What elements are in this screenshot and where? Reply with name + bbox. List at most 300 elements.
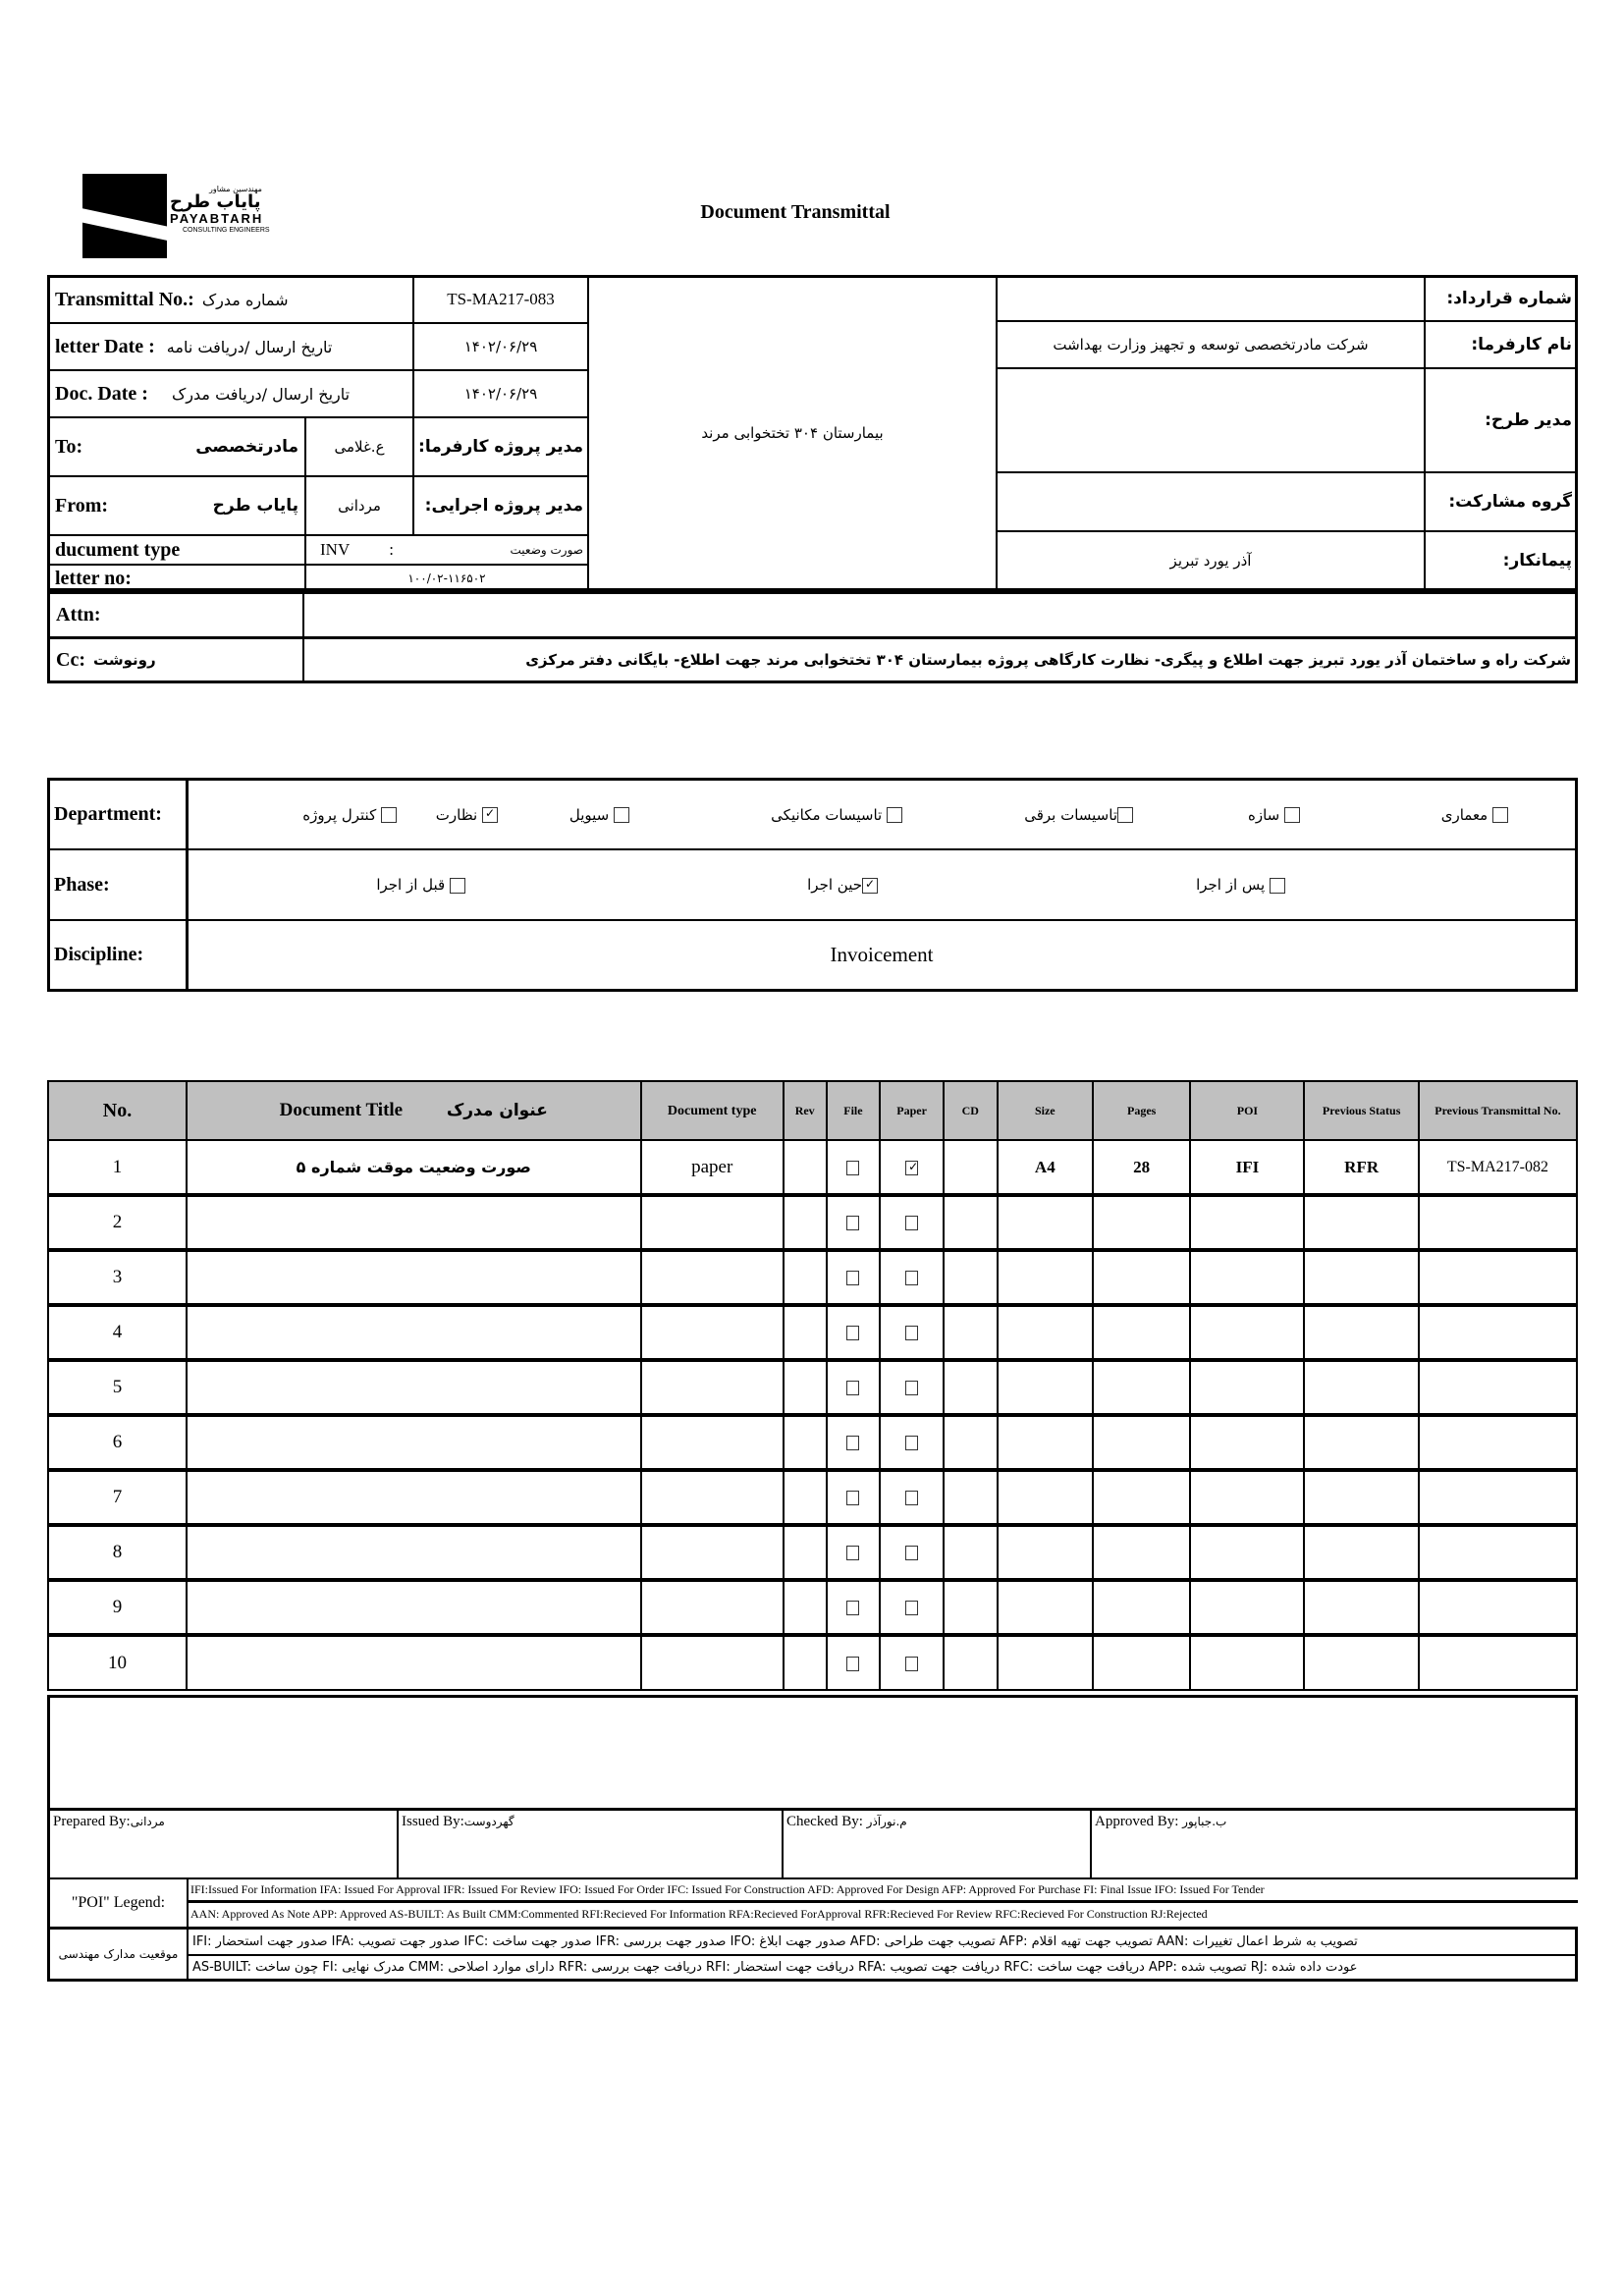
- department-option-supervision[interactable]: [436, 806, 498, 824]
- to-cell: [47, 416, 306, 477]
- status-legend-line2-cell: [187, 1954, 1578, 1982]
- doc-date-value-cell: [412, 369, 589, 418]
- cell-title: [187, 1305, 641, 1360]
- checkbox[interactable]: [905, 1491, 918, 1505]
- cell-paper[interactable]: [880, 1470, 944, 1525]
- col-poi: POI: [1190, 1081, 1304, 1140]
- cell-rev: [784, 1580, 827, 1635]
- cell-size: [998, 1635, 1093, 1690]
- cell-size: [998, 1250, 1093, 1305]
- checkbox[interactable]: [905, 1326, 918, 1340]
- transmittal-no-value: TS-MA217-083: [447, 290, 555, 308]
- col-size: Size: [998, 1081, 1093, 1140]
- table-row: [48, 1525, 1577, 1580]
- checkbox[interactable]: [905, 1657, 918, 1671]
- checked-by-label: Checked By:: [786, 1814, 863, 1829]
- option-label: سیویل: [568, 805, 610, 824]
- cell-file[interactable]: [827, 1250, 881, 1305]
- letter-no-value: ۱۰۰/۰۲-۱۱۶۵۰۲: [407, 571, 486, 585]
- letter-date-value: ۱۴۰۲/۰۶/۲۹: [463, 338, 538, 355]
- from-cell: [47, 475, 306, 536]
- letter-no-label-cell: [47, 564, 306, 593]
- table-row: [48, 1580, 1577, 1635]
- checkbox[interactable]: [846, 1381, 859, 1395]
- department-option-mechanical[interactable]: [771, 806, 902, 824]
- cell-pages: [1093, 1195, 1190, 1250]
- cell-rev: [784, 1525, 827, 1580]
- cell-file[interactable]: [827, 1195, 881, 1250]
- option-label: تاسیسات مکانیکی: [771, 805, 883, 824]
- cell-paper[interactable]: [880, 1525, 944, 1580]
- cell-rev: [784, 1360, 827, 1415]
- option-label: تاسیسات برقی: [1024, 805, 1117, 824]
- cell-size: [998, 1305, 1093, 1360]
- transmittal-no-label-en: Transmittal No.:: [55, 288, 194, 310]
- cell-pages: [1093, 1360, 1190, 1415]
- cell-pages: [1093, 1305, 1190, 1360]
- col-cd: CD: [944, 1081, 998, 1140]
- to-person-cell: [304, 416, 414, 477]
- cell-file[interactable]: [827, 1305, 881, 1360]
- col-previous-status: Previous Status: [1304, 1081, 1418, 1140]
- cell-no: 10: [48, 1635, 187, 1690]
- table-row: [48, 1195, 1577, 1250]
- department-options: [187, 778, 1578, 850]
- checkbox[interactable]: [1270, 878, 1285, 894]
- partnership-group-label: گروه مشارکت:: [1448, 492, 1572, 512]
- contractor-label: پیمانکار:: [1502, 551, 1572, 571]
- poi-legend-line2: AAN: Approved As Note APP: Approved AS-BUILT: As Built CMM:Commented RFI:Recieved For Information RFA:Recieved ForApproval RFR:Recieved For Review RFC:Recieved For Construction RJ:Rejected: [190, 1906, 1208, 1921]
- cell-type: [641, 1305, 784, 1360]
- approved-by-cell: [1090, 1809, 1578, 1879]
- checkbox[interactable]: [905, 1216, 918, 1230]
- poi-legend-label: "POI" Legend:: [71, 1894, 166, 1911]
- cell-title: [187, 1470, 641, 1525]
- table-row: [48, 1140, 1577, 1195]
- cell-file[interactable]: [827, 1360, 881, 1415]
- cell-size: A4: [998, 1140, 1093, 1195]
- cell-cd: [944, 1470, 998, 1525]
- cell-title: [187, 1415, 641, 1470]
- cell-prev-status: [1304, 1580, 1418, 1635]
- cell-title: [187, 1195, 641, 1250]
- issued-by-value: گهردوست: [463, 1815, 514, 1828]
- plan-manager-label-cell: [1424, 367, 1578, 473]
- cell-cd: [944, 1250, 998, 1305]
- documents-table: [47, 1080, 1578, 1691]
- cell-rev: [784, 1305, 827, 1360]
- cell-prev-status: [1304, 1635, 1418, 1690]
- phase-label: Phase:: [54, 873, 110, 896]
- cell-pages: [1093, 1470, 1190, 1525]
- checkbox-checked[interactable]: [862, 878, 878, 894]
- cell-no: 6: [48, 1415, 187, 1470]
- checkbox[interactable]: [1284, 807, 1300, 823]
- cell-file[interactable]: [827, 1580, 881, 1635]
- cc-label-cell: [47, 636, 304, 683]
- partnership-group-label-cell: [1424, 471, 1578, 532]
- from-label: From:: [55, 494, 109, 517]
- cell-file[interactable]: [827, 1635, 881, 1690]
- department-label: Department:: [54, 803, 162, 825]
- to-value: مادرتخصصی: [195, 437, 298, 457]
- cell-no: 5: [48, 1360, 187, 1415]
- cell-size: [998, 1580, 1093, 1635]
- cell-prev-transmittal: [1419, 1360, 1577, 1415]
- department-option-project-control[interactable]: [302, 806, 397, 824]
- doc-date-value: ۱۴۰۲/۰۶/۲۹: [463, 385, 538, 403]
- cell-type: [641, 1195, 784, 1250]
- logo-fa-subtitle: مهندسین مشاور: [209, 185, 262, 193]
- cell-cd: [944, 1195, 998, 1250]
- department-option-civil[interactable]: [569, 806, 629, 824]
- cell-pages: [1093, 1635, 1190, 1690]
- doc-date-label-fa: تاریخ ارسال /دریافت مدرک: [171, 384, 351, 404]
- cell-rev: [784, 1195, 827, 1250]
- cell-no: 9: [48, 1580, 187, 1635]
- discipline-value: Invoicement: [830, 943, 934, 966]
- cell-prev-transmittal: [1419, 1250, 1577, 1305]
- option-label: قبل از اجرا: [376, 876, 446, 894]
- remarks-area: [47, 1695, 1578, 1811]
- checkbox[interactable]: [846, 1271, 859, 1285]
- logo-en-subtitle: CONSULTING ENGINEERS: [183, 227, 270, 234]
- exec-pm-label: مدیر پروژه اجرایی:: [424, 496, 583, 516]
- col-title-en: Document Title: [279, 1100, 404, 1120]
- cell-rev: [784, 1250, 827, 1305]
- cell-poi: [1190, 1195, 1304, 1250]
- table-row: [48, 1250, 1577, 1305]
- employer-value: شرکت مادرتخصصی توسعه و تجهیز وزارت بهداشت: [1053, 336, 1369, 354]
- cell-poi: [1190, 1250, 1304, 1305]
- poi-legend-line2-cell: [187, 1901, 1578, 1929]
- table-row: [48, 1635, 1577, 1690]
- cell-size: [998, 1415, 1093, 1470]
- checkbox[interactable]: [846, 1601, 859, 1615]
- checkbox[interactable]: [905, 1381, 918, 1395]
- approved-by-value: ب.جباپور: [1182, 1815, 1227, 1828]
- cell-paper[interactable]: [880, 1635, 944, 1690]
- cell-pages: [1093, 1415, 1190, 1470]
- checkbox[interactable]: [1492, 807, 1508, 823]
- cell-poi: [1190, 1525, 1304, 1580]
- col-rev: Rev: [784, 1081, 827, 1140]
- cell-pages: [1093, 1580, 1190, 1635]
- cell-prev-transmittal: [1419, 1415, 1577, 1470]
- status-legend-line2: AS-BUILT: چون ساخت FI: مدرک نهایی CMM: دارای موارد اصلاحی RFR: دریافت جهت بررسی RFI: دریافت جهت استحضار RFA: دریافت جهت تصویب RFC: دریافت جهت ساخت APP: تصویب شده RJ: عودت داده شده: [192, 1960, 1358, 1975]
- contractor-value-cell: [996, 530, 1426, 591]
- cell-cd: [944, 1305, 998, 1360]
- issued-by-cell: [397, 1809, 784, 1879]
- department-option-architecture[interactable]: [1441, 806, 1508, 824]
- department-label-cell: [47, 778, 189, 850]
- cell-type: [641, 1635, 784, 1690]
- table-row: [48, 1415, 1577, 1470]
- checkbox[interactable]: [450, 878, 465, 894]
- col-file: File: [827, 1081, 881, 1140]
- checkbox[interactable]: [846, 1326, 859, 1340]
- cell-prev-status: [1304, 1470, 1418, 1525]
- plan-manager-value-cell: [996, 367, 1426, 473]
- phase-label-cell: [47, 848, 189, 921]
- approved-by-label: Approved By:: [1095, 1814, 1179, 1829]
- checkbox[interactable]: [905, 1546, 918, 1560]
- discipline-label: Discipline:: [54, 944, 144, 965]
- prepared-by-label: Prepared By:: [53, 1814, 131, 1829]
- phase-option-during[interactable]: [807, 876, 878, 894]
- status-legend-line1: IFI: صدور جهت استحضار IFA: صدور جهت تصویب IFC: صدور جهت ساخت IFR: صدور جهت بررسی IFO: صدور جهت ابلاغ AFD: تصویب جهت طراحی AFP: تصویب جهت تهیه اقلام AAN: تصویب به شرط اعمال تغییرات: [192, 1934, 1358, 1949]
- option-label: حین اجرا: [807, 876, 862, 894]
- status-legend-line1-cell: [187, 1927, 1578, 1956]
- letter-date-label-fa: تاریخ ارسال /دریافت نامه: [166, 337, 333, 356]
- checkbox[interactable]: [614, 807, 629, 823]
- cell-type: [641, 1250, 784, 1305]
- letter-date-label-cell: [47, 322, 414, 371]
- col-document-type: Document type: [641, 1081, 784, 1140]
- cell-no: 4: [48, 1305, 187, 1360]
- option-label: کنترل پروژه: [302, 805, 377, 824]
- col-no: No.: [48, 1081, 187, 1140]
- checkbox[interactable]: [905, 1271, 918, 1285]
- cell-cd: [944, 1360, 998, 1415]
- contract-no-label: شماره قرارداد:: [1446, 289, 1572, 308]
- project-name-cell: [587, 275, 998, 591]
- discipline-label-cell: [47, 919, 189, 992]
- cell-prev-transmittal: [1419, 1635, 1577, 1690]
- cell-title: [187, 1580, 641, 1635]
- logo-fa-name: پایاب طرح: [170, 191, 261, 212]
- cell-paper[interactable]: [880, 1360, 944, 1415]
- letter-date-label-en: letter Date :: [55, 335, 155, 357]
- transmittal-no-value-cell: [412, 275, 589, 324]
- cell-pages: 28: [1093, 1140, 1190, 1195]
- checkbox[interactable]: [846, 1546, 859, 1560]
- cell-poi: [1190, 1470, 1304, 1525]
- cell-rev: [784, 1140, 827, 1195]
- cell-title: صورت وضعیت موقت شماره ۵: [187, 1140, 641, 1195]
- cell-paper[interactable]: [880, 1250, 944, 1305]
- attn-label-cell: [47, 591, 304, 638]
- transmittal-no-label-fa: شماره مدرک: [201, 290, 289, 309]
- table-row: [48, 1360, 1577, 1415]
- cell-title: [187, 1250, 641, 1305]
- cell-rev: [784, 1415, 827, 1470]
- checkbox[interactable]: [905, 1436, 918, 1450]
- checkbox[interactable]: [846, 1216, 859, 1230]
- from-value: پایاب طرح: [212, 496, 298, 516]
- cell-size: [998, 1525, 1093, 1580]
- contractor-value: آذر یورد تبریز: [1169, 552, 1252, 570]
- cell-paper[interactable]: [880, 1580, 944, 1635]
- discipline-value-cell: [187, 919, 1578, 992]
- cell-no: 2: [48, 1195, 187, 1250]
- cell-no: 8: [48, 1525, 187, 1580]
- cell-prev-transmittal: [1419, 1525, 1577, 1580]
- cell-poi: [1190, 1580, 1304, 1635]
- cell-size: [998, 1360, 1093, 1415]
- document-type-label-cell: [47, 534, 306, 566]
- contract-no-label-cell: [1424, 275, 1578, 322]
- cell-prev-transmittal: [1419, 1305, 1577, 1360]
- checkbox-checked[interactable]: [905, 1161, 918, 1175]
- cell-poi: [1190, 1415, 1304, 1470]
- cell-no: 7: [48, 1470, 187, 1525]
- option-label: پس از اجرا: [1196, 876, 1266, 894]
- department-option-structure[interactable]: [1248, 806, 1300, 824]
- option-label: سازه: [1247, 805, 1280, 824]
- letter-no-label: letter no:: [55, 567, 132, 589]
- cell-type: [641, 1360, 784, 1415]
- cell-rev: [784, 1470, 827, 1525]
- employer-label: نام کارفرما:: [1471, 335, 1572, 354]
- checkbox[interactable]: [846, 1657, 859, 1671]
- employer-pm-label: مدیر پروژه کارفرما:: [418, 437, 583, 457]
- project-name: بیمارستان ۳۰۴ تختخوابی مرند: [701, 424, 884, 442]
- partnership-group-value-cell: [996, 471, 1426, 532]
- cell-prev-status: RFR: [1304, 1140, 1418, 1195]
- logo-en-name: PAYABTARH: [170, 211, 264, 226]
- cell-paper[interactable]: [880, 1415, 944, 1470]
- employer-value-cell: [996, 320, 1426, 369]
- checkbox[interactable]: [846, 1161, 859, 1175]
- phase-options: [187, 848, 1578, 921]
- poi-legend-label-cell: [47, 1877, 189, 1929]
- cell-type: [641, 1580, 784, 1635]
- cell-poi: IFI: [1190, 1140, 1304, 1195]
- col-title-fa: عنوان مدرک: [446, 1101, 548, 1120]
- checked-by-value: م.نورآذر: [866, 1815, 907, 1828]
- letter-no-value-cell: [304, 564, 589, 593]
- col-previous-transmittal: Previous Transmittal No.: [1419, 1081, 1577, 1140]
- cell-prev-transmittal: [1419, 1580, 1577, 1635]
- cell-cd: [944, 1580, 998, 1635]
- doc-date-label-en: Doc. Date :: [55, 382, 148, 405]
- cell-prev-transmittal: [1419, 1470, 1577, 1525]
- checkbox[interactable]: [887, 807, 902, 823]
- cell-no: 1: [48, 1140, 187, 1195]
- cell-size: [998, 1470, 1093, 1525]
- cell-prev-status: [1304, 1195, 1418, 1250]
- cell-type: [641, 1525, 784, 1580]
- company-logo-text: [170, 185, 288, 234]
- cell-prev-transmittal: [1419, 1195, 1577, 1250]
- document-type-value-cell: [304, 534, 589, 566]
- cell-pages: [1093, 1250, 1190, 1305]
- cell-file[interactable]: [827, 1140, 881, 1195]
- from-person-cell: [304, 475, 414, 536]
- document-type-code: INV: [320, 540, 351, 559]
- cell-paper[interactable]: [880, 1195, 944, 1250]
- cell-file[interactable]: [827, 1415, 881, 1470]
- contract-no-value-cell: [996, 275, 1426, 322]
- cell-cd: [944, 1415, 998, 1470]
- contractor-label-cell: [1424, 530, 1578, 591]
- cell-cd: [944, 1140, 998, 1195]
- cell-prev-status: [1304, 1525, 1418, 1580]
- doc-date-label-cell: [47, 369, 414, 418]
- cell-type: [641, 1470, 784, 1525]
- poi-legend-line1-cell: [187, 1877, 1578, 1903]
- cc-label-en: Cc:: [56, 648, 85, 671]
- cc-label-fa: رونوشت: [92, 651, 156, 669]
- cc-value-cell: [302, 636, 1578, 683]
- page-title: Document Transmittal: [700, 201, 891, 223]
- to-label: To:: [55, 435, 83, 458]
- employer-label-cell: [1424, 320, 1578, 369]
- prepared-by-cell: [47, 1809, 399, 1879]
- option-label: معماری: [1440, 805, 1489, 824]
- poi-legend-line1: IFI:Issued For Information IFA: Issued For Approval IFR: Issued For Review IFO: Issued For Order IFC: Issued For Construction AFD: Approved For Design AFP: Approved For Purchase FI: Final Issue IFO: Issued For Tender: [190, 1882, 1265, 1896]
- exec-pm-label-cell: [412, 475, 589, 536]
- cell-paper[interactable]: [880, 1305, 944, 1360]
- cell-rev: [784, 1635, 827, 1690]
- cell-prev-transmittal: TS-MA217-082: [1419, 1140, 1577, 1195]
- cell-type: paper: [641, 1140, 784, 1195]
- document-type-separator: :: [389, 540, 394, 559]
- attn-value-cell: [302, 591, 1578, 638]
- cell-paper[interactable]: [880, 1140, 944, 1195]
- cell-title: [187, 1635, 641, 1690]
- col-title: [187, 1081, 641, 1140]
- cell-prev-status: [1304, 1305, 1418, 1360]
- cell-poi: [1190, 1305, 1304, 1360]
- phase-option-after[interactable]: [1196, 876, 1285, 894]
- cell-title: [187, 1525, 641, 1580]
- checkbox[interactable]: [846, 1436, 859, 1450]
- checkbox[interactable]: [846, 1491, 859, 1505]
- department-option-electrical[interactable]: [1024, 806, 1133, 824]
- option-label: نظارت: [435, 805, 478, 824]
- col-paper: Paper: [880, 1081, 944, 1140]
- checkbox-checked[interactable]: [482, 807, 498, 823]
- from-person: مردانی: [338, 497, 381, 515]
- phase-option-before[interactable]: [376, 876, 465, 894]
- cell-prev-status: [1304, 1415, 1418, 1470]
- plan-manager-label: مدیر طرح:: [1485, 410, 1572, 430]
- cell-file[interactable]: [827, 1470, 881, 1525]
- checkbox[interactable]: [905, 1601, 918, 1615]
- cell-cd: [944, 1525, 998, 1580]
- cc-value: شرکت راه و ساختمان آذر یورد تبریز جهت اطلاع و پیگری- نظارت کارگاهی پروژه بیمارستان ۳۰۴ تختخوابی مرند جهت اطلاع- بایگانی دفتر مرکزی: [525, 651, 1571, 669]
- employer-pm-label-cell: [412, 416, 589, 477]
- company-logo-mark: [82, 174, 167, 258]
- table-row: [48, 1305, 1577, 1360]
- letter-date-value-cell: [412, 322, 589, 371]
- cell-file[interactable]: [827, 1525, 881, 1580]
- to-person: ع.غلامی: [334, 438, 385, 456]
- cell-type: [641, 1415, 784, 1470]
- checked-by-cell: [782, 1809, 1092, 1879]
- col-pages: Pages: [1093, 1081, 1190, 1140]
- table-row: [48, 1470, 1577, 1525]
- document-type-value-fa: صورت وضعیت: [510, 543, 583, 557]
- cell-pages: [1093, 1525, 1190, 1580]
- cell-poi: [1190, 1635, 1304, 1690]
- document-type-label: ducument type: [55, 538, 181, 561]
- checkbox[interactable]: [381, 807, 397, 823]
- status-legend-label-cell: [47, 1927, 189, 1982]
- cell-size: [998, 1195, 1093, 1250]
- issued-by-label: Issued By:: [402, 1814, 464, 1829]
- cell-cd: [944, 1635, 998, 1690]
- checkbox[interactable]: [1117, 807, 1133, 823]
- transmittal-no-label-cell: [47, 275, 414, 324]
- table-header-row: [48, 1081, 1577, 1140]
- attn-label: Attn:: [56, 604, 101, 626]
- prepared-by-value: مردانی: [130, 1815, 165, 1828]
- cell-no: 3: [48, 1250, 187, 1305]
- cell-prev-status: [1304, 1360, 1418, 1415]
